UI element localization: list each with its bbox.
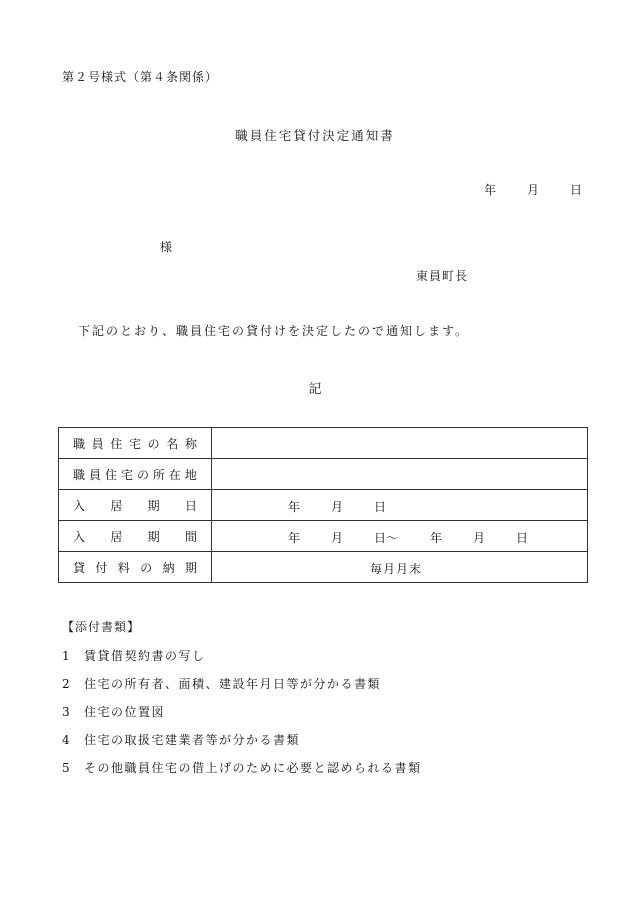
item-number: 5 [62, 761, 72, 775]
form-number: 第２号様式（第４条関係） [62, 70, 219, 84]
item-number: 1 [62, 649, 72, 663]
label-char: 納 [162, 560, 175, 575]
label-char: 住 [110, 436, 123, 451]
label-char: の [136, 467, 149, 482]
row-label [59, 552, 212, 583]
label-chars [59, 435, 211, 452]
label-char: 料 [117, 560, 130, 575]
item-text: その他職員住宅の借上げのために必要と認められる書類 [84, 761, 422, 775]
row-label [59, 521, 212, 552]
label-chars [59, 497, 211, 514]
item-text: 賃貸借契約書の写し [84, 649, 206, 663]
label-char: 所 [152, 467, 165, 482]
label-char: 貸 [73, 560, 86, 575]
label-char: 職 [73, 436, 86, 451]
label-char: 付 [95, 560, 108, 575]
row-value [212, 552, 588, 583]
item-number: 3 [62, 705, 72, 719]
period-start-year: 年 [288, 531, 301, 545]
row-value [212, 428, 588, 459]
table-row [59, 428, 588, 459]
date-day: 日 [570, 183, 583, 197]
item-number: 2 [62, 677, 72, 691]
label-chars [59, 466, 211, 483]
label-char: 員 [91, 436, 104, 451]
list-item [62, 731, 300, 748]
issuer: 東員町長 [416, 269, 469, 283]
label-char: の [147, 436, 160, 451]
item-number: 4 [62, 733, 72, 747]
table-row [59, 490, 588, 521]
row-label [59, 490, 212, 521]
label-char: 入 [73, 529, 86, 544]
period-end-month: 月 [473, 531, 486, 545]
addressee-suffix: 様 [160, 240, 173, 254]
label-char: の [140, 560, 153, 575]
list-item [62, 647, 206, 664]
period-start-day: 日～ [374, 531, 399, 545]
label-char: 期 [184, 560, 197, 575]
label-char: 地 [184, 467, 197, 482]
attachments-title: 【添付書類】 [62, 620, 141, 634]
list-item [62, 675, 381, 692]
row-value [212, 459, 588, 490]
item-text: 住宅の所有者、面積、建設年月日等が分かる書類 [84, 677, 382, 691]
label-char: 職 [73, 467, 86, 482]
label-char: 名 [166, 436, 179, 451]
date-year: 年 [484, 183, 497, 197]
label-char: 居 [110, 529, 123, 544]
row-value [212, 521, 588, 552]
list-item [62, 759, 422, 776]
label-char: 住 [104, 467, 117, 482]
item-text: 住宅の取扱宅建業者等が分かる書類 [84, 733, 301, 747]
table-row [59, 552, 588, 583]
label-char: 居 [110, 498, 123, 513]
table-row [59, 521, 588, 552]
start-year: 年 [288, 500, 301, 514]
label-char: 員 [88, 467, 101, 482]
period-start-month: 月 [331, 531, 344, 545]
label-char: 宅 [128, 436, 141, 451]
label-chars [59, 528, 211, 545]
period-end-year: 年 [430, 531, 443, 545]
ki-heading: 記 [308, 382, 322, 397]
label-char: 期 [147, 529, 160, 544]
table-row [59, 459, 588, 490]
list-item [62, 703, 165, 720]
label-char: 間 [184, 529, 197, 544]
label-char: 在 [168, 467, 181, 482]
item-text: 住宅の位置図 [84, 705, 166, 719]
label-char: 入 [73, 498, 86, 513]
period-end-day: 日 [516, 531, 529, 545]
start-day: 日 [374, 500, 387, 514]
document-title: 職員住宅貸付決定通知書 [235, 128, 395, 143]
row-label [59, 459, 212, 490]
row-label [59, 428, 212, 459]
label-char: 称 [184, 436, 197, 451]
details-table [58, 427, 588, 583]
date-month: 月 [527, 183, 540, 197]
payment-due: 毎月月末 [370, 562, 423, 576]
label-char: 期 [147, 498, 160, 513]
row-value [212, 490, 588, 521]
body-text: 下記のとおり、職員住宅の貸付けを決定したので通知します。 [78, 324, 470, 338]
label-char: 宅 [120, 467, 133, 482]
start-month: 月 [331, 500, 344, 514]
label-char: 日 [184, 498, 197, 513]
label-chars [59, 559, 211, 576]
